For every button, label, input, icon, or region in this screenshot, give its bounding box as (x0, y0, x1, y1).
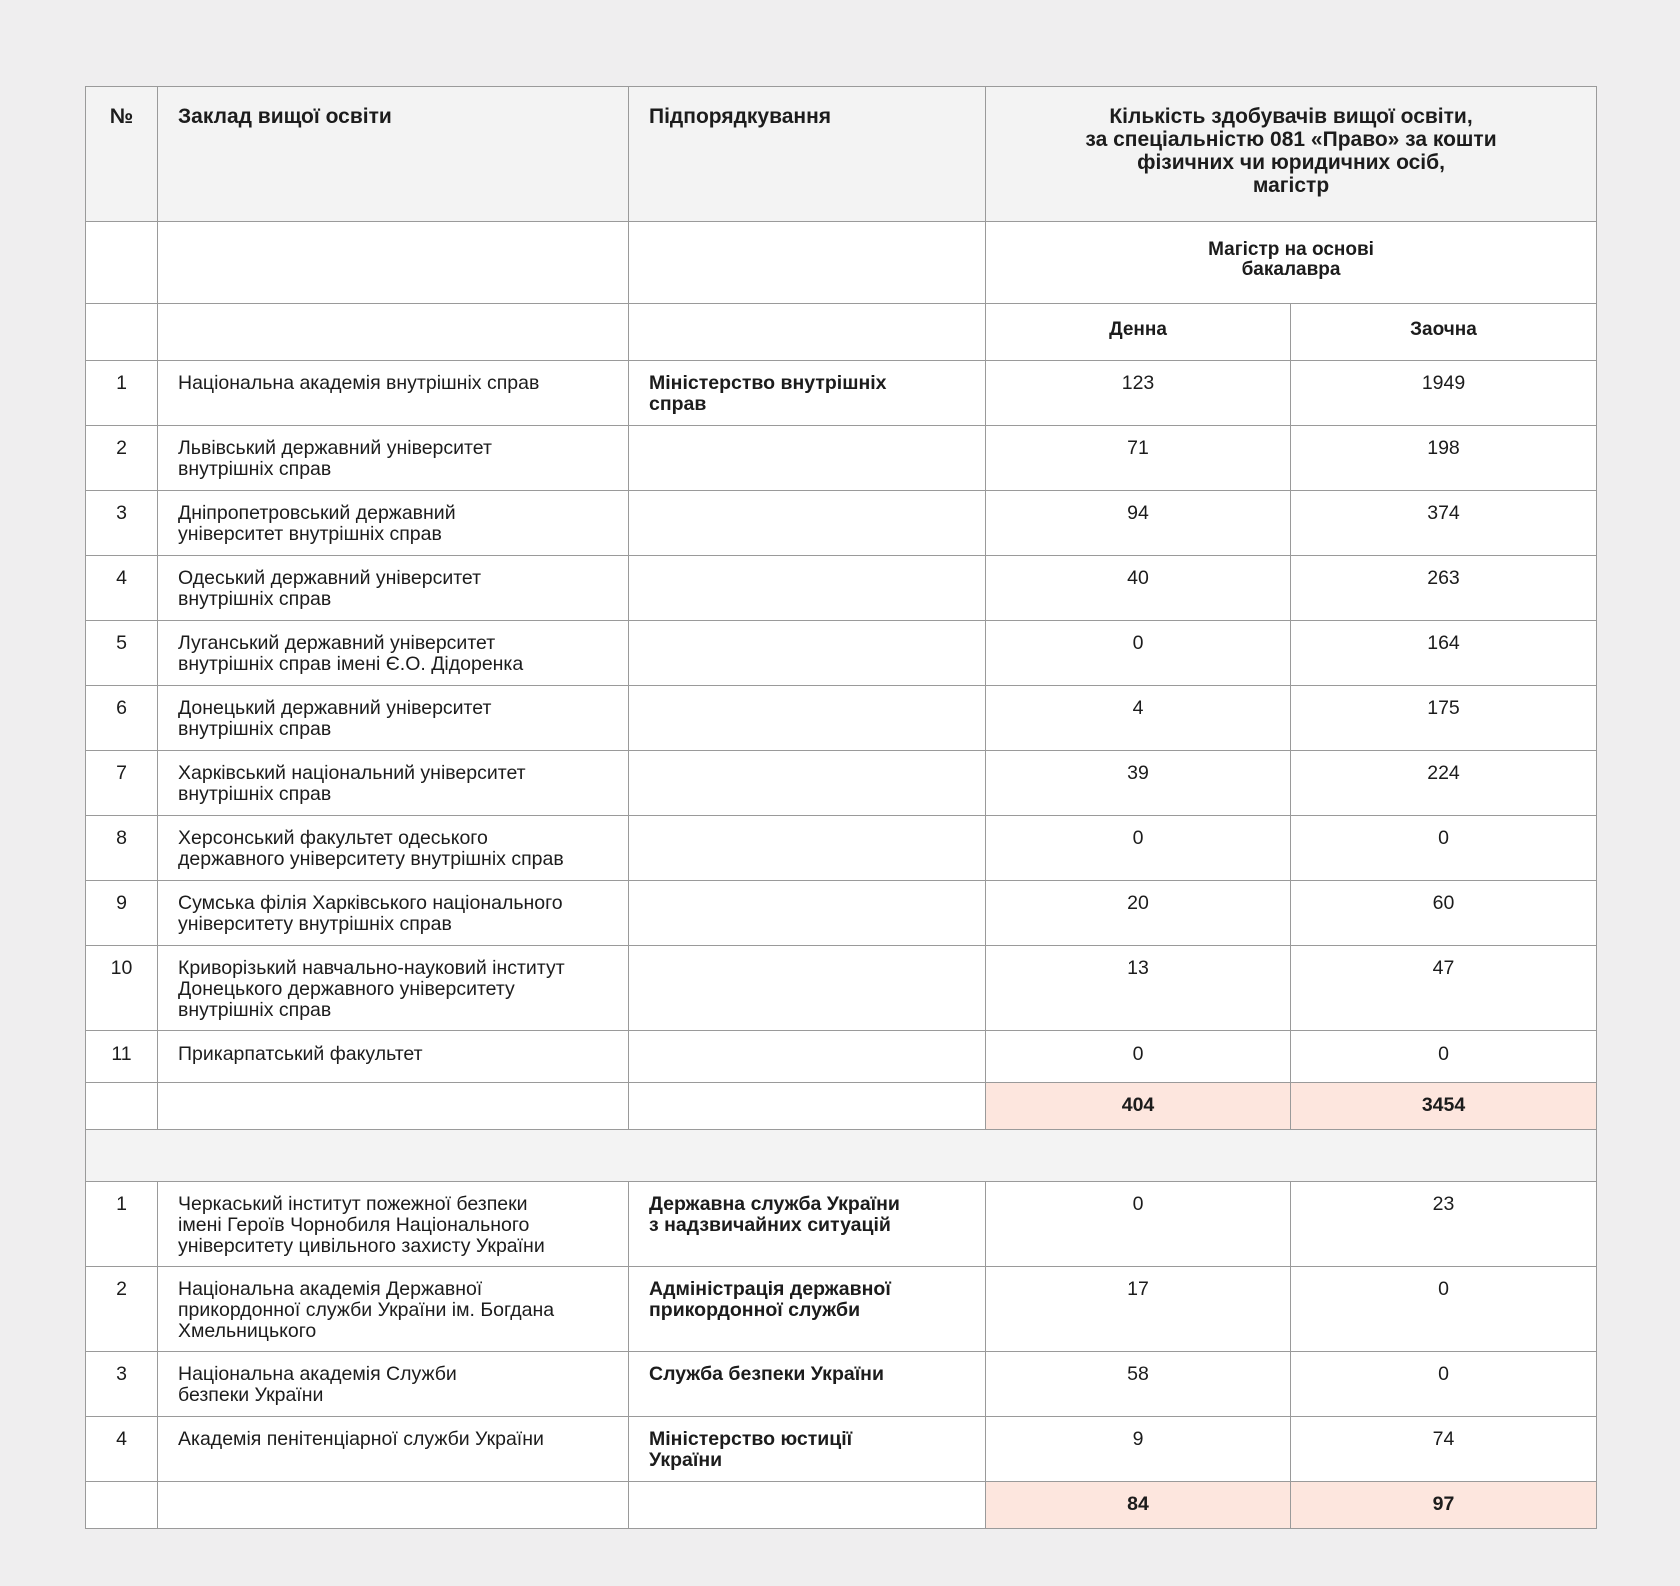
full-time-count: 0 (986, 1182, 1291, 1267)
subordination (629, 491, 986, 556)
full-time-count: 40 (986, 556, 1291, 621)
part-time-count: 164 (1291, 621, 1597, 686)
part-time-count: 74 (1291, 1417, 1597, 1482)
subordination (629, 881, 986, 946)
subordination (629, 426, 986, 491)
total-full-time: 84 (986, 1482, 1291, 1529)
full-time-count: 0 (986, 816, 1291, 881)
table-row (86, 621, 1597, 686)
header-degree: Магістр на основі бакалавра (986, 222, 1597, 304)
full-time-count: 123 (986, 361, 1291, 426)
empty-cell (629, 304, 986, 361)
header-degree-row (86, 222, 1597, 304)
empty-cell (629, 1083, 986, 1130)
table-row (86, 881, 1597, 946)
institution-name: Донецький державний університет внутрішніх справ (158, 686, 629, 751)
institution-name: Криворізький навчально-науковий інститут Донецького державного університету внутрішніх справ (158, 946, 629, 1031)
table-row (86, 426, 1597, 491)
empty-cell (86, 222, 158, 304)
row-number: 5 (86, 621, 158, 686)
subordination: Служба безпеки України (629, 1352, 986, 1417)
full-time-count: 58 (986, 1352, 1291, 1417)
total-row (86, 1482, 1597, 1529)
subordination: Міністерство юстиції України (629, 1417, 986, 1482)
header-full-time: Денна (986, 304, 1291, 361)
table-row (86, 556, 1597, 621)
part-time-count: 374 (1291, 491, 1597, 556)
full-time-count: 13 (986, 946, 1291, 1031)
subordination (629, 946, 986, 1031)
total-part-time: 97 (1291, 1482, 1597, 1529)
row-number: 4 (86, 1417, 158, 1482)
row-number: 8 (86, 816, 158, 881)
row-number: 6 (86, 686, 158, 751)
institution-name: Одеський державний університет внутрішніх справ (158, 556, 629, 621)
subordination (629, 1031, 986, 1083)
total-part-time: 3454 (1291, 1083, 1597, 1130)
table-row (86, 1352, 1597, 1417)
header-count: Кількість здобувачів вищої освіти, за спеціальністю 081 «Право» за кошти фізичних чи юридичних осіб, магістр (986, 87, 1597, 222)
institution-name: Національна академія Служби безпеки України (158, 1352, 629, 1417)
full-time-count: 71 (986, 426, 1291, 491)
row-number: 11 (86, 1031, 158, 1083)
row-number: 3 (86, 491, 158, 556)
full-time-count: 0 (986, 621, 1291, 686)
subordination (629, 816, 986, 881)
row-number: 1 (86, 1182, 158, 1267)
row-number: 1 (86, 361, 158, 426)
empty-cell (158, 304, 629, 361)
row-number: 4 (86, 556, 158, 621)
total-full-time: 404 (986, 1083, 1291, 1130)
full-time-count: 0 (986, 1031, 1291, 1083)
subordination: Адміністрація державної прикордонної служби (629, 1267, 986, 1352)
subordination (629, 751, 986, 816)
institution-name: Дніпропетровський державний університет внутрішніх справ (158, 491, 629, 556)
empty-cell (158, 1083, 629, 1130)
part-time-count: 1949 (1291, 361, 1597, 426)
table-row (86, 361, 1597, 426)
subordination (629, 621, 986, 686)
table-row (86, 491, 1597, 556)
header-institution: Заклад вищої освіти (158, 87, 629, 222)
empty-cell (629, 222, 986, 304)
table-row (86, 816, 1597, 881)
full-time-count: 17 (986, 1267, 1291, 1352)
institution-name: Прикарпатський факультет (158, 1031, 629, 1083)
header-part-time: Заочна (1291, 304, 1597, 361)
part-time-count: 60 (1291, 881, 1597, 946)
separator-cell (86, 1130, 1597, 1182)
part-time-count: 47 (1291, 946, 1597, 1031)
table-row (86, 1267, 1597, 1352)
part-time-count: 23 (1291, 1182, 1597, 1267)
row-number: 2 (86, 1267, 158, 1352)
institution-name: Національна академія внутрішніх справ (158, 361, 629, 426)
full-time-count: 4 (986, 686, 1291, 751)
full-time-count: 20 (986, 881, 1291, 946)
header-no: № (86, 87, 158, 222)
empty-cell (158, 222, 629, 304)
students-table (85, 86, 1597, 1529)
empty-cell (158, 1482, 629, 1529)
full-time-count: 94 (986, 491, 1291, 556)
institution-name: Харківський національний університет внутрішніх справ (158, 751, 629, 816)
part-time-count: 198 (1291, 426, 1597, 491)
table-row (86, 686, 1597, 751)
institution-name: Львівський державний університет внутрішніх справ (158, 426, 629, 491)
part-time-count: 0 (1291, 1267, 1597, 1352)
table-row (86, 1417, 1597, 1482)
table-row (86, 946, 1597, 1031)
empty-cell (86, 1482, 158, 1529)
row-number: 10 (86, 946, 158, 1031)
table-row (86, 751, 1597, 816)
row-number: 3 (86, 1352, 158, 1417)
part-time-count: 0 (1291, 1352, 1597, 1417)
subordination (629, 686, 986, 751)
table-row (86, 1031, 1597, 1083)
row-number: 9 (86, 881, 158, 946)
header-subordination: Підпорядкування (629, 87, 986, 222)
part-time-count: 0 (1291, 1031, 1597, 1083)
full-time-count: 9 (986, 1417, 1291, 1482)
part-time-count: 224 (1291, 751, 1597, 816)
separator-row (86, 1130, 1597, 1182)
institution-name: Сумська філія Харківського національного університету внутрішніх справ (158, 881, 629, 946)
institution-name: Луганський державний університет внутрішніх справ імені Є.О. Дідоренка (158, 621, 629, 686)
institution-name: Академія пенітенціарної служби України (158, 1417, 629, 1482)
total-row (86, 1083, 1597, 1130)
empty-cell (86, 304, 158, 361)
part-time-count: 0 (1291, 816, 1597, 881)
full-time-count: 39 (986, 751, 1291, 816)
header-form-row (86, 304, 1597, 361)
part-time-count: 175 (1291, 686, 1597, 751)
subordination: Міністерство внутрішніх справ (629, 361, 986, 426)
empty-cell (86, 1083, 158, 1130)
institution-name: Херсонський факультет одеського державного університету внутрішніх справ (158, 816, 629, 881)
part-time-count: 263 (1291, 556, 1597, 621)
row-number: 7 (86, 751, 158, 816)
institution-name: Національна академія Державної прикордонної служби України ім. Богдана Хмельницького (158, 1267, 629, 1352)
row-number: 2 (86, 426, 158, 491)
table-row (86, 1182, 1597, 1267)
header-row (86, 87, 1597, 222)
empty-cell (629, 1482, 986, 1529)
subordination: Державна служба України з надзвичайних ситуацій (629, 1182, 986, 1267)
institution-name: Черкаський інститут пожежної безпеки імені Героїв Чорнобиля Національного університету цивільного захисту України (158, 1182, 629, 1267)
subordination (629, 556, 986, 621)
